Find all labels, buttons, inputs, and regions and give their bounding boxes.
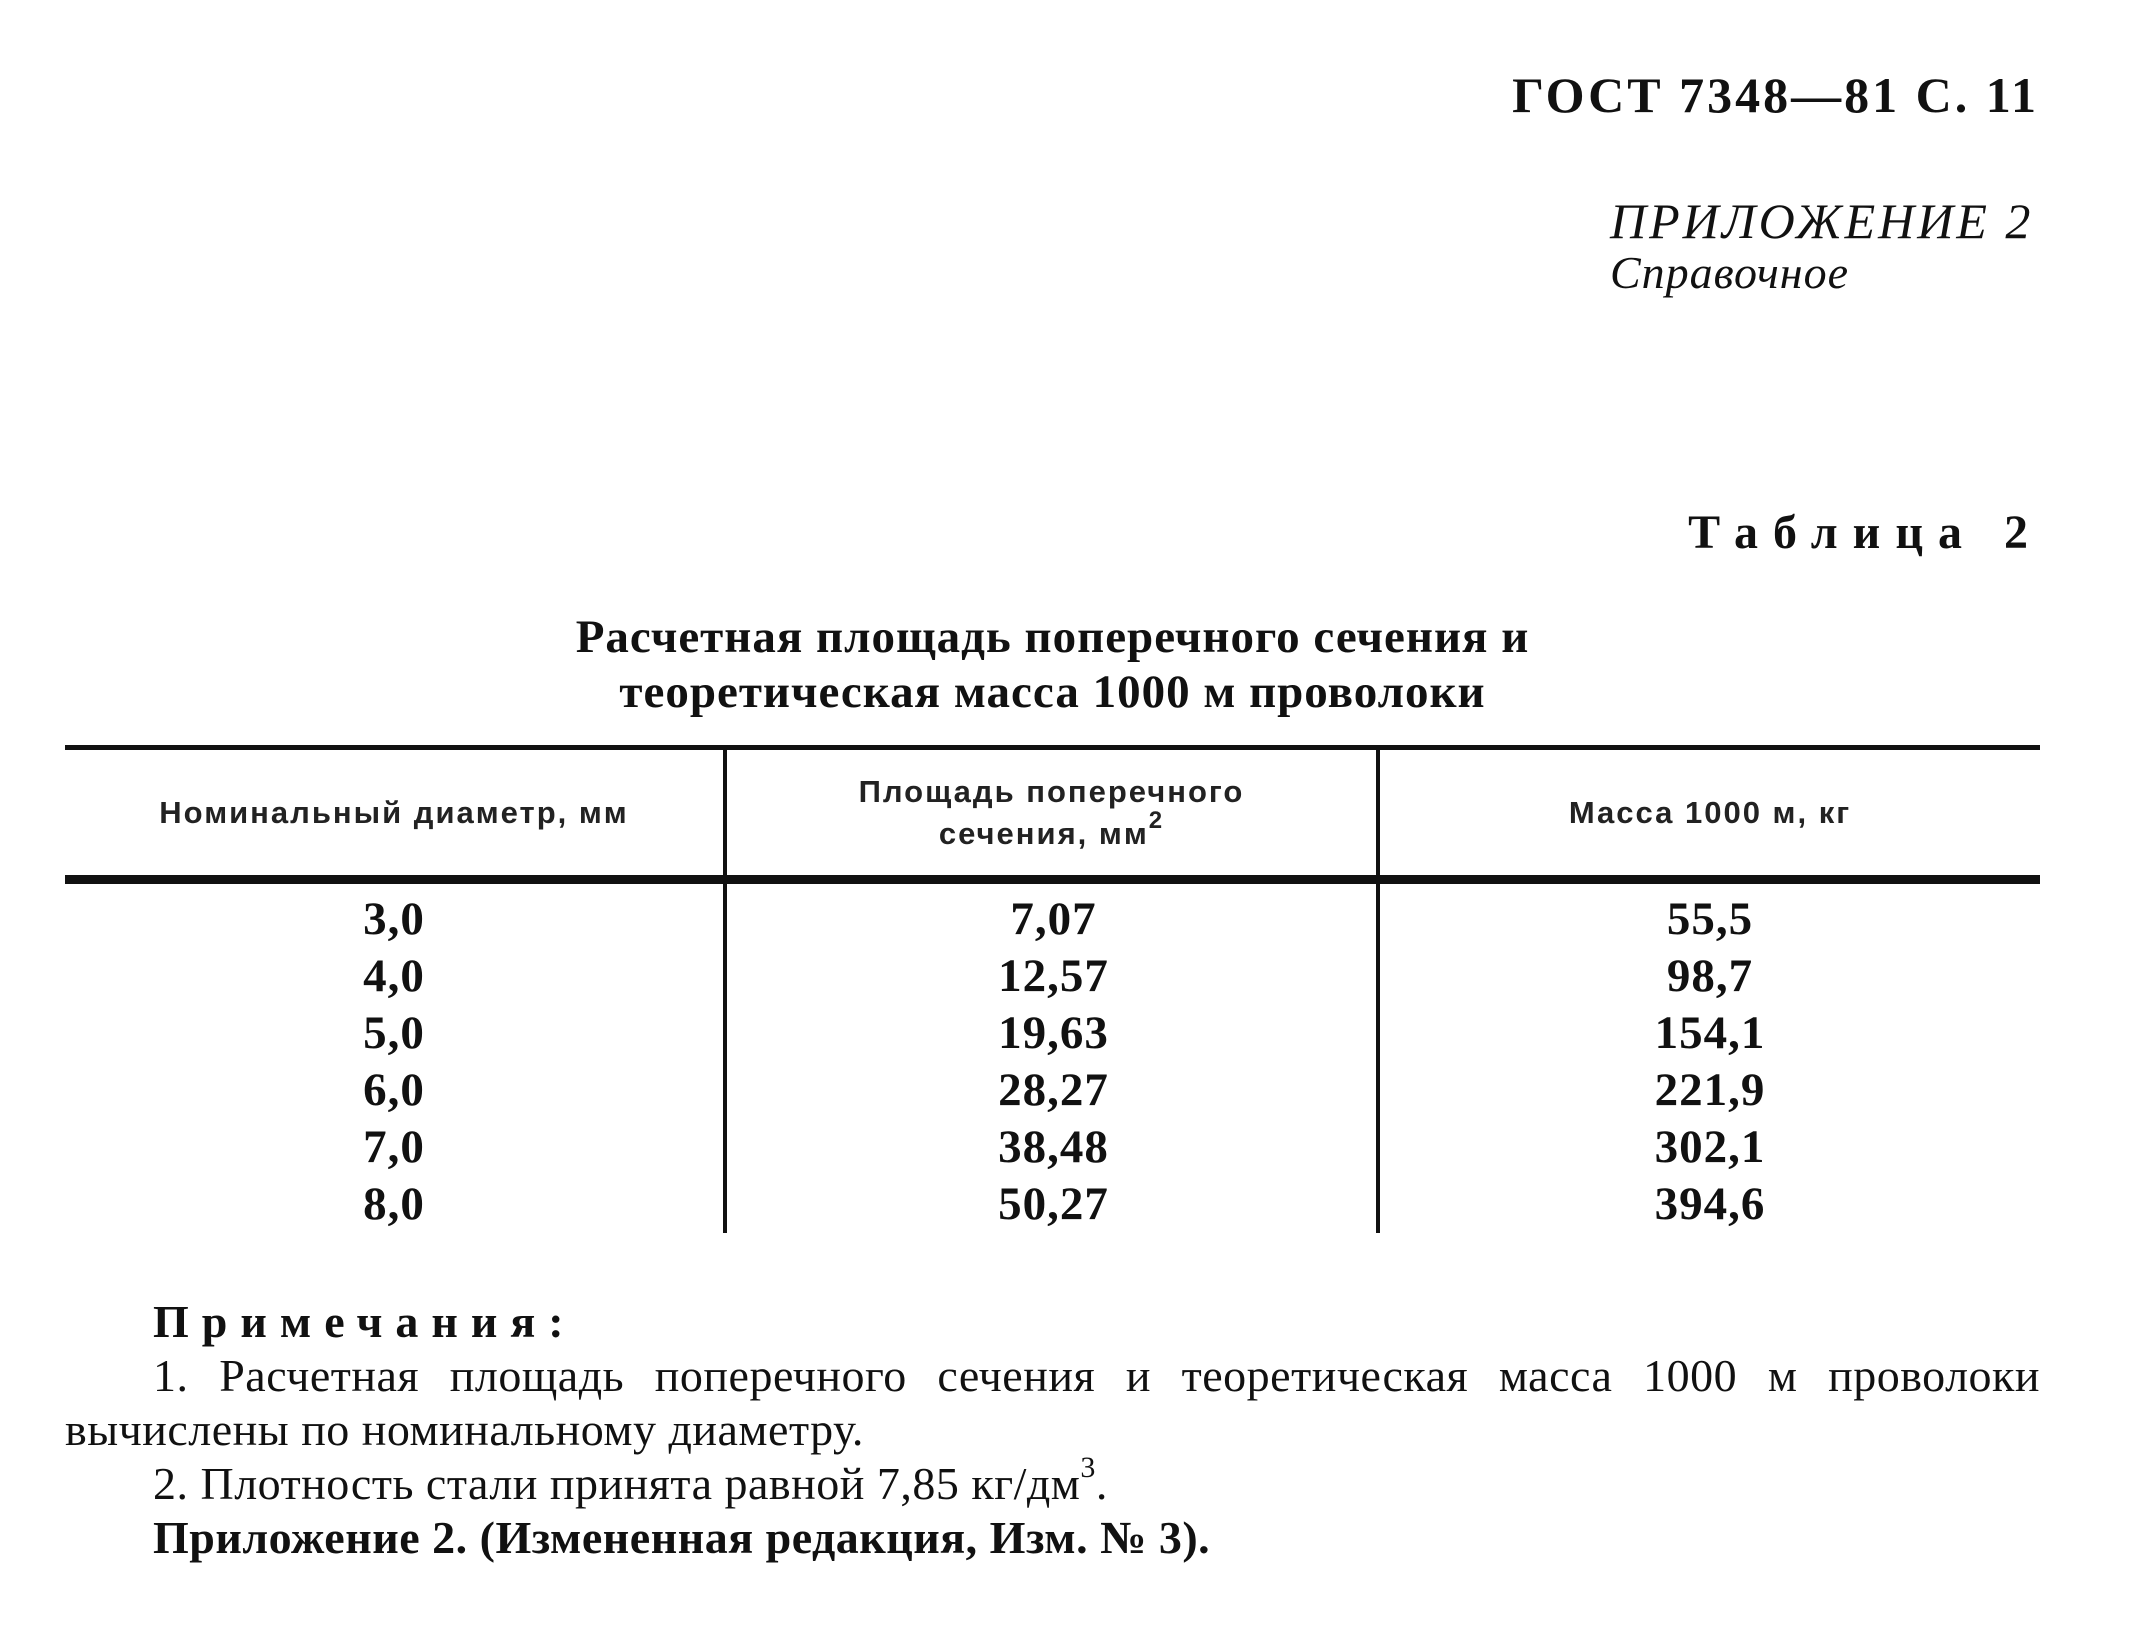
note-2	[65, 1451, 2040, 1511]
cell-mass: 394,6	[1654, 1177, 1766, 1230]
table-body	[65, 890, 2040, 1232]
table-title-line-1: Расчетная площадь поперечного сечения и	[575, 611, 1530, 663]
cell-area: 7,07	[1010, 892, 1097, 945]
cell-area: 50,27	[998, 1177, 1109, 1230]
column-header-area-line-2	[859, 806, 1245, 855]
note-2-exponent: 3	[1080, 1451, 1096, 1484]
edition-note: Приложение 2. (Измененная редакция, Изм. № 3).	[153, 1512, 1211, 1563]
column-header-area	[727, 750, 1376, 875]
cell-mass: 98,7	[1666, 949, 1754, 1002]
column-header-diameter	[65, 750, 723, 875]
cell-diameter: 7,0	[363, 1120, 425, 1173]
appendix-title: ПРИЛОЖЕНИЕ 2	[1610, 193, 2034, 249]
cell-area: 19,63	[998, 1006, 1109, 1059]
column-header-diameter-label: Номинальный диаметр, мм	[159, 794, 629, 830]
cell-mass: 154,1	[1654, 1006, 1766, 1059]
cell-diameter: 4,0	[363, 949, 425, 1002]
page-header: ГОСТ 7348—81 С. 11	[1512, 67, 2039, 123]
notes-section	[65, 1295, 2040, 1565]
cell-diameter: 5,0	[363, 1006, 425, 1059]
cell-mass: 55,5	[1666, 892, 1754, 945]
table-row	[65, 947, 2040, 1004]
table-label: Таблица 2	[1688, 506, 2043, 559]
cell-area: 12,57	[998, 949, 1109, 1002]
cell-area: 38,48	[998, 1120, 1109, 1173]
table-header-rule	[65, 875, 2040, 884]
column-header-mass	[1380, 750, 2040, 875]
cell-area: 28,27	[998, 1063, 1109, 1116]
column-header-area-line-1: Площадь поперечного	[858, 773, 1245, 809]
table-row	[65, 1004, 2040, 1061]
cell-diameter: 8,0	[363, 1177, 425, 1230]
table-title-line-2: теоретическая масса 1000 м проволоки	[619, 666, 1486, 718]
notes-heading: Примечания:	[153, 1296, 577, 1347]
table-row	[65, 890, 2040, 947]
table-title	[65, 610, 2040, 720]
note-2-text: 2. Плотность стали принята равной 7,85 кг/дм	[153, 1458, 1081, 1509]
column-header-area-unit: сечения, мм	[938, 815, 1149, 851]
cell-diameter: 3,0	[363, 892, 425, 945]
note-2-end: .	[1095, 1458, 1108, 1509]
cell-mass: 221,9	[1654, 1063, 1766, 1116]
table-row	[65, 1118, 2040, 1175]
cell-diameter: 6,0	[363, 1063, 425, 1116]
column-header-mass-label: Масса 1000 м, кг	[1568, 794, 1852, 830]
note-1: 1. Расчетная площадь поперечного сечения и теоретическая масса 1000 м проволоки вычислены по номинальному диаметру.	[65, 1350, 2040, 1455]
table-row	[65, 1175, 2040, 1232]
table-row	[65, 1061, 2040, 1118]
appendix-type: Справочное	[1610, 247, 1850, 298]
cell-mass: 302,1	[1654, 1120, 1766, 1173]
column-header-area-exponent: 2	[1148, 806, 1165, 834]
